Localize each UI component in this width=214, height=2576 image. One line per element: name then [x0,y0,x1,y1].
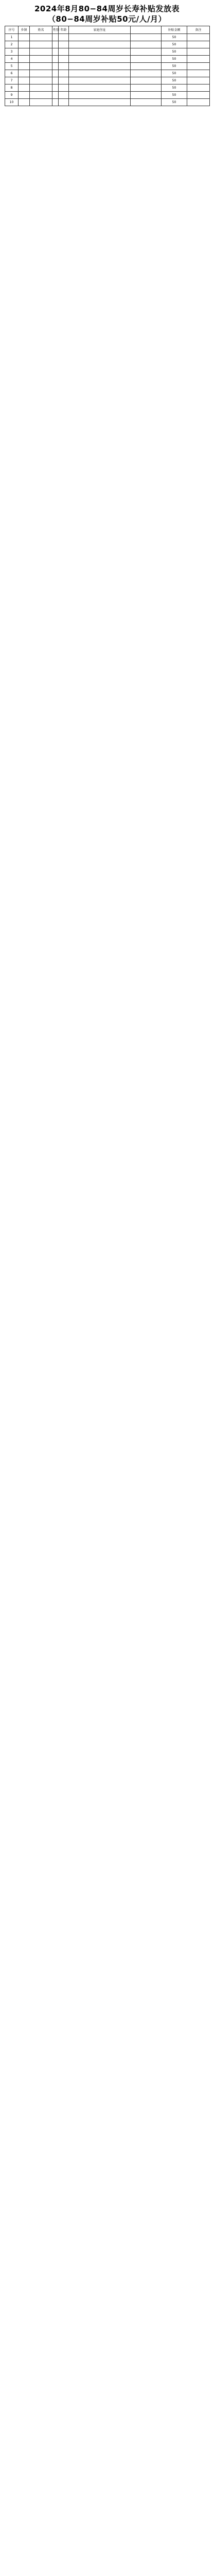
cell-gender [52,41,59,48]
cell-name [30,77,52,84]
page-title: 2024年8月80−84周岁长寿补贴发放表 [34,4,180,13]
cell-extra [131,41,162,48]
cell-township [19,77,30,84]
cell-extra [131,99,162,106]
cell-extra [131,84,162,92]
cell-amount: 50 [162,92,187,99]
cell-amount: 50 [162,41,187,48]
col-header-remarks: 备注 [187,26,210,34]
page-subtitle: （80−84周岁补贴50元/人/月） [47,14,167,24]
cell-remarks [187,70,210,77]
cell-address [69,41,131,48]
col-header-gender: 性别 [52,26,59,34]
cell-amount: 50 [162,56,187,63]
cell-gender [52,70,59,77]
cell-remarks [187,41,210,48]
cell-extra [131,77,162,84]
cell-township [19,84,30,92]
cell-amount: 50 [162,77,187,84]
cell-amount: 50 [162,70,187,77]
cell-township [19,48,30,56]
cell-address [69,63,131,70]
cell-gender [52,34,59,41]
cell-age [59,56,69,63]
cell-address [69,84,131,92]
cell-remarks [187,48,210,56]
cell-amount: 50 [162,48,187,56]
table-row [5,84,210,92]
cell-gender [52,56,59,63]
cell-index: 8 [5,84,19,92]
cell-index: 7 [5,77,19,84]
cell-amount: 50 [162,34,187,41]
cell-age [59,84,69,92]
cell-address [69,34,131,41]
cell-name [30,92,52,99]
cell-extra [131,70,162,77]
cell-extra [131,63,162,70]
cell-remarks [187,99,210,106]
col-header-name: 姓名 [30,26,52,34]
col-header-address: 家庭住址 [69,26,131,34]
col-header-age: 年龄 [59,26,69,34]
cell-address [69,99,131,106]
cell-amount: 50 [162,99,187,106]
cell-gender [52,77,59,84]
cell-index: 1 [5,34,19,41]
cell-gender [52,99,59,106]
cell-extra [131,34,162,41]
cell-extra [131,92,162,99]
cell-gender [52,92,59,99]
cell-age [59,92,69,99]
table-row [5,99,210,106]
cell-name [30,70,52,77]
cell-address [69,48,131,56]
cell-address [69,77,131,84]
table-row [5,56,210,63]
cell-age [59,48,69,56]
cell-address [69,56,131,63]
table-row [5,63,210,70]
cell-remarks [187,84,210,92]
cell-index: 9 [5,92,19,99]
table-row [5,41,210,48]
cell-extra [131,48,162,56]
col-header-extra [131,26,162,34]
table-row [5,70,210,77]
cell-name [30,48,52,56]
cell-age [59,63,69,70]
cell-township [19,34,30,41]
cell-name [30,63,52,70]
cell-amount: 50 [162,63,187,70]
cell-index: 2 [5,41,19,48]
col-header-township: 乡镇 [19,26,30,34]
cell-name [30,34,52,41]
cell-name [30,99,52,106]
cell-age [59,77,69,84]
cell-extra [131,56,162,63]
table-row [5,34,210,41]
cell-index: 10 [5,99,19,106]
table-row [5,92,210,99]
cell-address [69,92,131,99]
table-body [5,34,210,106]
cell-gender [52,63,59,70]
cell-gender [52,48,59,56]
cell-address [69,70,131,77]
cell-age [59,34,69,41]
cell-name [30,56,52,63]
col-header-index: 序号 [5,26,19,34]
cell-township [19,92,30,99]
cell-index: 6 [5,70,19,77]
subsidy-table-wrapper [5,26,209,106]
cell-name [30,41,52,48]
cell-remarks [187,92,210,99]
cell-remarks [187,34,210,41]
table-header-row [5,26,210,34]
cell-index: 3 [5,48,19,56]
cell-township [19,63,30,70]
cell-amount: 50 [162,84,187,92]
table-row [5,77,210,84]
cell-age [59,41,69,48]
cell-gender [52,84,59,92]
cell-township [19,70,30,77]
cell-remarks [187,56,210,63]
cell-remarks [187,77,210,84]
table-row [5,48,210,56]
cell-name [30,84,52,92]
cell-township [19,56,30,63]
subsidy-table [5,26,210,106]
cell-age [59,70,69,77]
col-header-amount: 补贴金额 [162,26,187,34]
cell-township [19,99,30,106]
cell-index: 5 [5,63,19,70]
cell-age [59,99,69,106]
cell-remarks [187,63,210,70]
cell-index: 4 [5,56,19,63]
cell-township [19,41,30,48]
